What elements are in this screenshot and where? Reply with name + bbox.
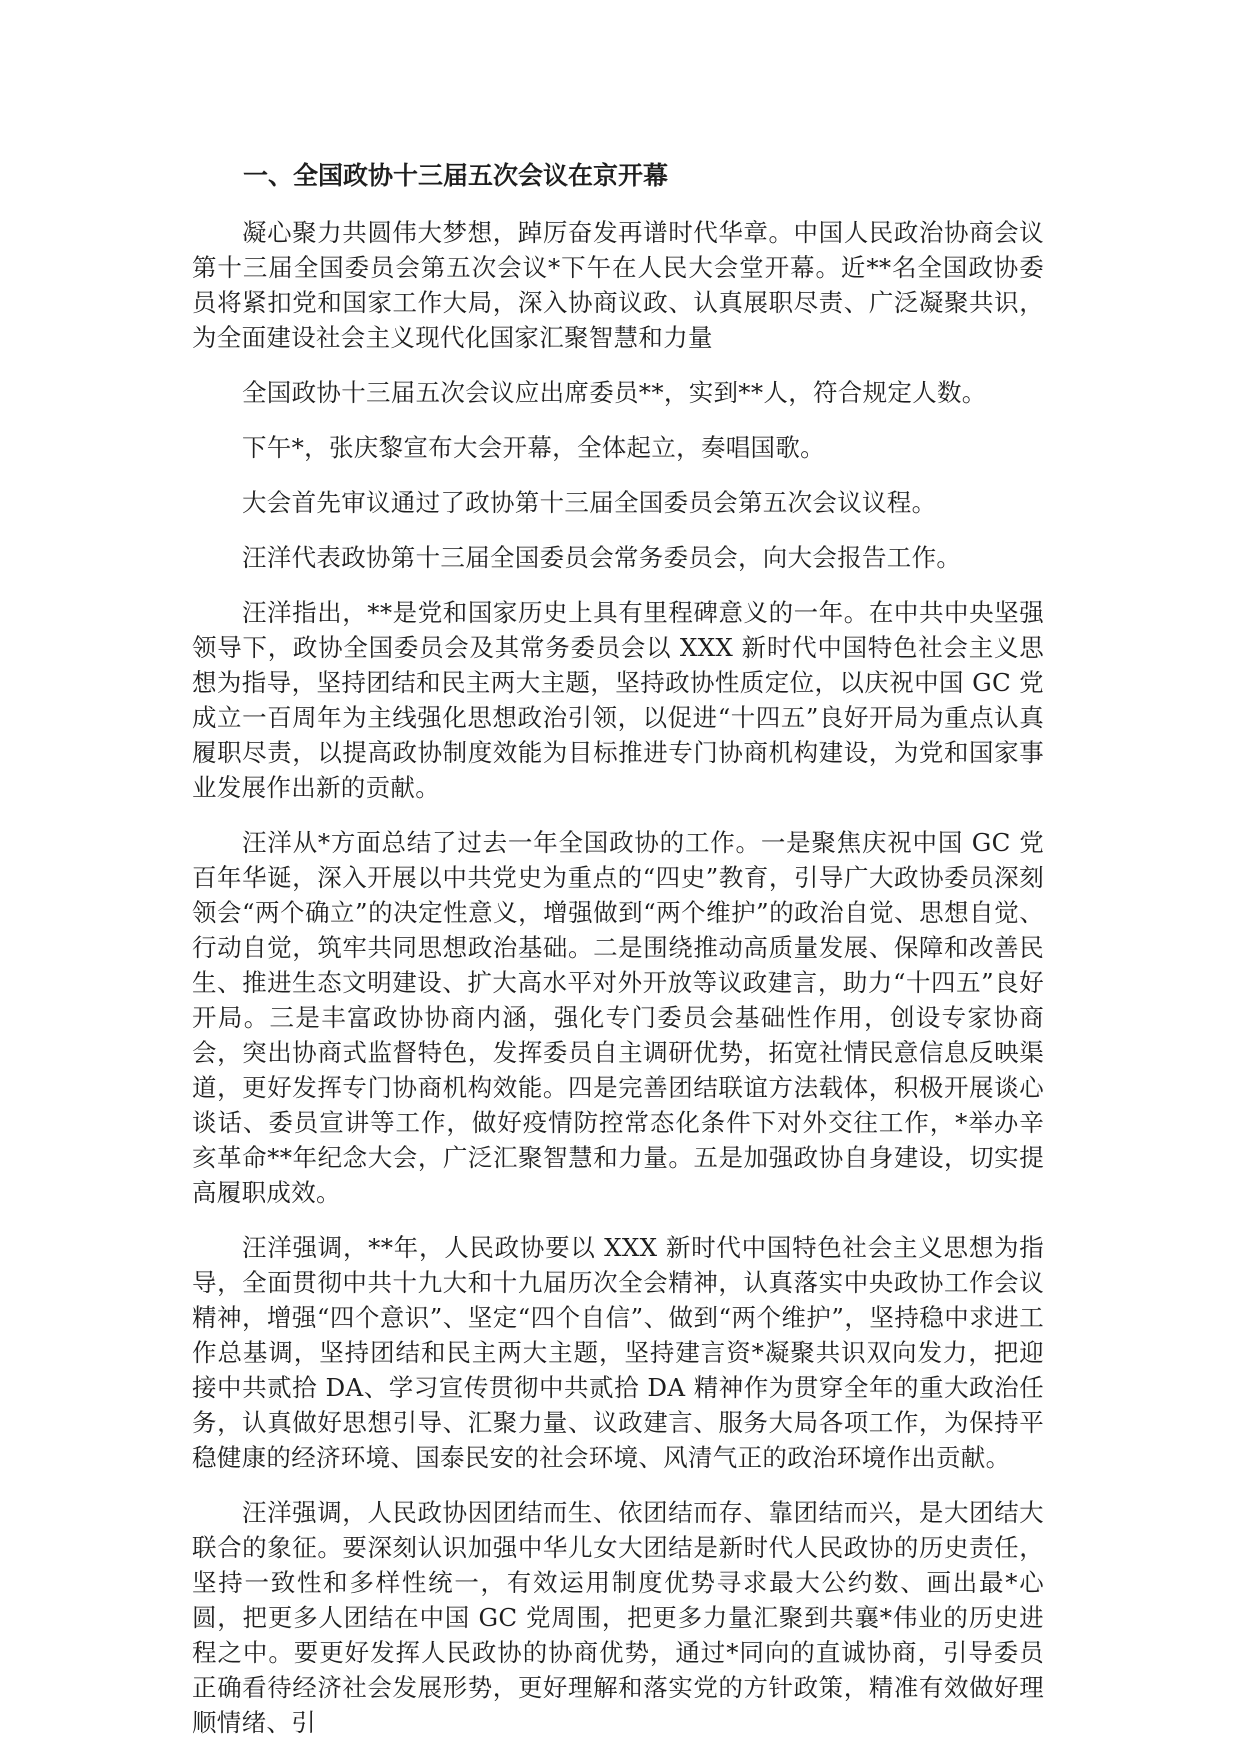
paragraph-1: 凝心聚力共圆伟大梦想，踔厉奋发再谱时代华章。中国人民政治协商会议第十三届全国委员会第五次会议*下午在人民大会堂开幕。近**名全国政协委员将紧扣党和国家工作大局，深入协商议政、认真展职尽责、广泛凝聚共识，为全面建设社会主义现代化国家汇聚智慧和力量 <box>192 218 1044 352</box>
paragraph-9: 汪洋强调，人民政协因团结而生、依团结而存、靠团结而兴，是大团结大联合的象征。要深刻认识加强中华儿女大团结是新时代人民政协的历史责任，坚持一致性和多样性统一，有效运用制度优势寻求最大公约数、画出最*心圆，把更多人团结在中国 GC 党周围，把更多力量汇聚到共襄*伟业的历史进程之中。要更好发挥人民政协的协商优势，通过*同向的直诚协商，引导委员正确看待经济社会发展形势，更好理解和落实党的方针政策，精准有效做好理顺情绪、引 <box>192 1498 1044 1737</box>
paragraph-7: 汪洋从*方面总结了过去一年全国政协的工作。一是聚焦庆祝中国 GC 党百年华诞，深入开展以中共党史为重点的“四史”教育，引导广大政协委员深刻领会“两个确立”的决定性意义，增强做到“两个维护”的政治自觉、思想自觉、行动自觉，筑牢共同思想政治基础。二是围绕推动高质量发展、保障和改善民生、推进生态文明建设、扩大高水平对外开放等议政建言，助力“十四五”良好开局。三是丰富政协协商内涵，强化专门委员会基础性作用，创设专家协商会，突出协商式监督特色，发挥委员自主调研优势，拓宽社情民意信息反映渠道，更好发挥专门协商机构效能。四是完善团结联谊方法载体，积极开展谈心谈话、委员宣讲等工作，做好疫情防控常态化条件下对外交往工作，*举办辛亥革命**年纪念大会，广泛汇聚智慧和力量。五是加强政协自身建设，切实提高履职成效。 <box>192 828 1044 1207</box>
paragraph-4: 大会首先审议通过了政协第十三届全国委员会第五次会议议程。 <box>242 488 937 517</box>
paragraph-6: 汪洋指出，**是党和国家历史上具有里程碑意义的一年。在中共中央坚强领导下，政协全国委员会及其常务委员会以 XXX 新时代中国特色社会主义思想为指导，坚持团结和民主两大主题，坚持政协性质定位，以庆祝中国 GC 党成立一百周年为主线强化思想政治引领，以促进“十四五”良好开局为重点认真履职尽责，以提高政协制度效能为目标推进专门协商机构建设，为党和国家事业发展作出新的贡献。 <box>192 598 1044 802</box>
paragraph-3: 下午*，张庆黎宣布大会开幕，全体起立，奏唱国歌。 <box>242 433 825 462</box>
paragraph-8: 汪洋强调，**年，人民政协要以 XXX 新时代中国特色社会主义思想为指导，全面贯彻中共十九大和十九届历次全会精神，认真落实中央政协工作会议精神，增强“四个意识”、坚定“四个自信”、做到“两个维护”，坚持稳中求进工作总基调，坚持团结和民主两大主题，坚持建言资*凝聚共识双向发力，把迎接中共贰拾 DA、学习宣传贯彻中共贰拾 DA 精神作为贯穿全年的重大政治任务，认真做好思想引导、汇聚力量、议政建言、服务大局各项工作，为保持平稳健康的经济环境、国泰民安的社会环境、风清气正的政治环境作出贡献。 <box>192 1233 1044 1472</box>
paragraph-5: 汪洋代表政协第十三届全国委员会常务委员会，向大会报告工作。 <box>242 543 962 572</box>
document-body <box>192 158 1044 1740</box>
section-heading: 一、全国政协十三届五次会议在京开幕 <box>243 161 669 190</box>
paragraph-2: 全国政协十三届五次会议应出席委员**，实到**人，符合规定人数。 <box>242 378 987 407</box>
